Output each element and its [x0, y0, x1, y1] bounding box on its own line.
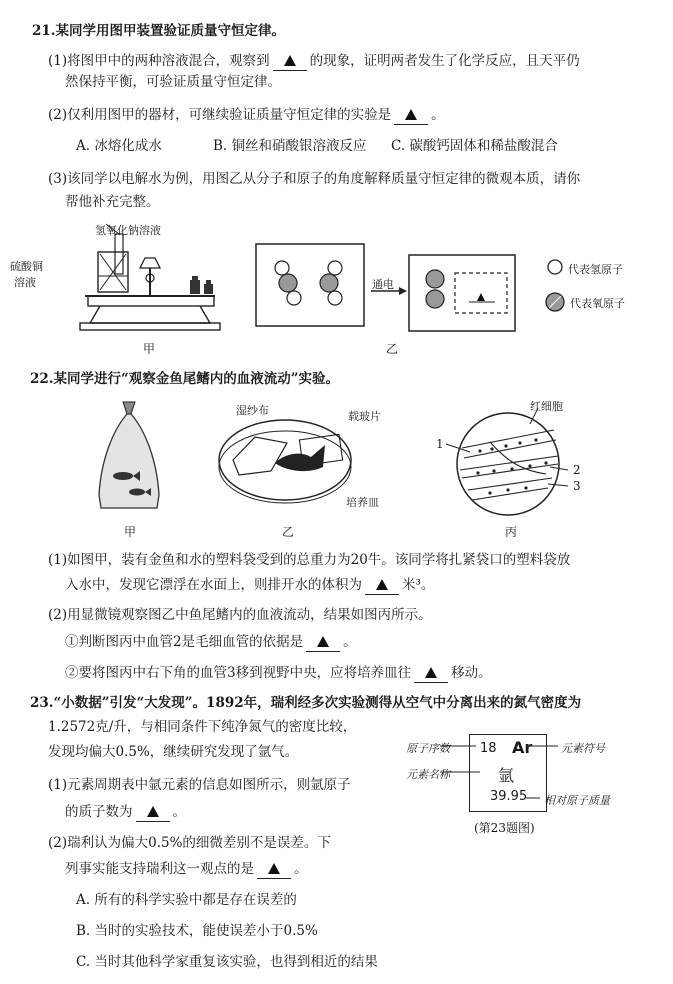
caption-21-jia: 甲 [143, 342, 156, 356]
fish-bag-figure [95, 400, 165, 512]
caption-22-jia: 甲 [124, 525, 137, 539]
q21-part1-line2: 然保持平衡，可验证质量守恒定律。 [65, 74, 281, 90]
q23-part1-line1: (1)元素周期表中氩元素的信息如图所示，则氩原子 [48, 777, 351, 793]
answer-triangle-icon [268, 863, 280, 874]
q21-p2-text: (2)仅利用图甲的器材，可继续验证质量守恒定律的实验是 [48, 107, 392, 123]
q23-line2: 1.2572克/升，与相同条件下纯净氮气的密度比较， [48, 719, 357, 735]
q21-p2-answer-blank[interactable] [394, 106, 428, 125]
label-zaibo: 载玻片 [348, 410, 381, 423]
q22-stem: 22.某同学进行“观察金鱼尾鳍内的血液流动”实验。 [30, 371, 340, 387]
q21-part3-line2: 帮他补充完整。 [65, 194, 160, 210]
q22-part2: (2)用显微镜观察图乙中鱼尾鳍内的血液流动，结果如图丙所示。 [48, 607, 432, 623]
q22-part1-line2 [65, 576, 434, 595]
label-cuso4-2: 溶液 [14, 276, 36, 289]
q23-line3: 发现均偏大0.5%，继续研究发现了氩气。 [48, 744, 299, 760]
q23-opt-b[interactable]: B. 当时的实验技术，能使误差小于0.5% [76, 923, 318, 939]
label-atomic-number: 原子序数 [406, 742, 450, 755]
atom-legend-icons [546, 258, 566, 312]
answer-triangle-icon [425, 667, 437, 678]
q23-p1-text: 的质子数为 [65, 804, 133, 820]
caption-22-bing: 丙 [505, 525, 518, 539]
q22-part1-line1: (1)如图甲，装有金鱼和水的塑料袋受到的总重力为20牛。该同学将扎紧袋口的塑料袋放 [48, 552, 571, 568]
q22-sub1: ①判断图丙中血管2是毛细血管的依据是 。 [65, 634, 357, 650]
q23-p2-answer-blank[interactable] [257, 860, 291, 879]
q21-p1-text-a: (1)将图甲中的两种溶液混合，观察到 [48, 53, 270, 69]
answer-triangle-icon [147, 806, 159, 817]
label-vessel-3: 3 [573, 479, 581, 493]
element-name: 氩 [498, 766, 515, 785]
q22-s2-text-a: ②要将图丙中右下角的血管3移到视野中央，应将培养皿往 [65, 665, 412, 681]
label-atomic-mass: 相对原子质量 [544, 794, 610, 807]
answer-triangle-icon [376, 579, 388, 590]
q21-opt-b[interactable]: B. 铜丝和硝酸银溶液反应 [213, 138, 367, 154]
q22-p1-answer-blank[interactable] [365, 576, 399, 595]
label-shisha: 湿纱布 [236, 404, 269, 417]
q23-part2-line1: (2)瑞利认为偏大0.5%的细微差别不是误差。下 [48, 835, 331, 851]
label-naoh-solution: 氢氧化钠溶液 [95, 224, 161, 237]
caption-22-yi: 乙 [282, 525, 295, 539]
label-peiyang: 培养皿 [346, 496, 379, 509]
q22-sub2 [65, 664, 492, 683]
q22-s2-text-b: 移动。 [451, 665, 492, 681]
q23-figure-caption: (第23题图) [474, 821, 535, 835]
caption-21-yi: 乙 [386, 342, 399, 356]
element-symbol: Ar [512, 738, 533, 757]
label-element-symbol: 元素符号 [561, 742, 605, 755]
label-cuso4-1: 硫酸铜 [10, 260, 43, 273]
q21-opt-a[interactable]: A. 冰熔化成水 [76, 138, 162, 154]
q22-s1-answer-blank[interactable] [306, 633, 340, 652]
q22-s1-text: ①判断图丙中血管2是毛细血管的依据是 [65, 634, 304, 650]
q21-stem: 21.某同学用图甲装置验证质量守恒定律。 [32, 23, 285, 39]
legend-h-label: 代表氢原子 [568, 263, 623, 276]
q21-part1-line1 [48, 52, 580, 71]
q21-part2: (2)仅利用图甲的器材，可继续验证质量守恒定律的实验是 。 [48, 107, 445, 123]
q22-p1-text: 入水中，发现它漂浮在水面上，则排开水的体积为 [65, 577, 362, 593]
electrolysis-figure [255, 243, 535, 335]
label-vessel-1: 1 [436, 437, 444, 451]
label-element-name: 元素名称 [406, 768, 450, 781]
answer-triangle-icon [317, 636, 329, 647]
q21-opt-c[interactable]: C. 碳酸钙固体和稀盐酸混合 [391, 138, 558, 154]
q23-opt-a[interactable]: A. 所有的科学实验中都是存在误差的 [76, 892, 297, 908]
q23-p2-text: 列事实能支持瑞利这一观点的是 [65, 861, 254, 877]
q23-part2-line2: 列事实能支持瑞利这一观点的是 。 [65, 861, 308, 877]
legend-o-label: 代表氧原子 [570, 297, 625, 310]
label-tongdian: 通电 [372, 278, 394, 291]
q21-part3-line1: (3)该同学以电解水为例，用图乙从分子和原子的角度解释质量守恒定律的微观本质，请你 [48, 171, 581, 187]
answer-triangle-icon [284, 55, 296, 66]
q23-opt-c[interactable]: C. 当时其他科学家重复该实验，也得到相近的结果 [76, 954, 378, 970]
atomic-mass: 39.95 [490, 789, 528, 804]
hydrogen-atom-icon [548, 260, 562, 274]
q22-p1-unit: 米³。 [402, 577, 435, 593]
q23-stem: 23.“小数据”引发“大发现”。1892年，瑞利经多次实验测得从空气中分离出来的氮气密度为 [30, 695, 582, 711]
q23-part1-line2: 的质子数为 。 [65, 804, 186, 820]
q23-p1-answer-blank[interactable] [136, 803, 170, 822]
q21-p1-answer-blank[interactable] [273, 52, 307, 71]
petri-dish-figure [215, 405, 355, 505]
q22-s2-answer-blank[interactable] [414, 664, 448, 683]
answer-triangle-icon [405, 109, 417, 120]
label-hongxibao: 红细胞 [530, 400, 563, 413]
atomic-number: 18 [480, 741, 497, 756]
microscope-view-figure [450, 412, 570, 516]
q21-p1-text-b: 的现象，证明两者发生了化学反应，且天平仍 [309, 53, 580, 69]
label-vessel-2: 2 [573, 463, 581, 477]
